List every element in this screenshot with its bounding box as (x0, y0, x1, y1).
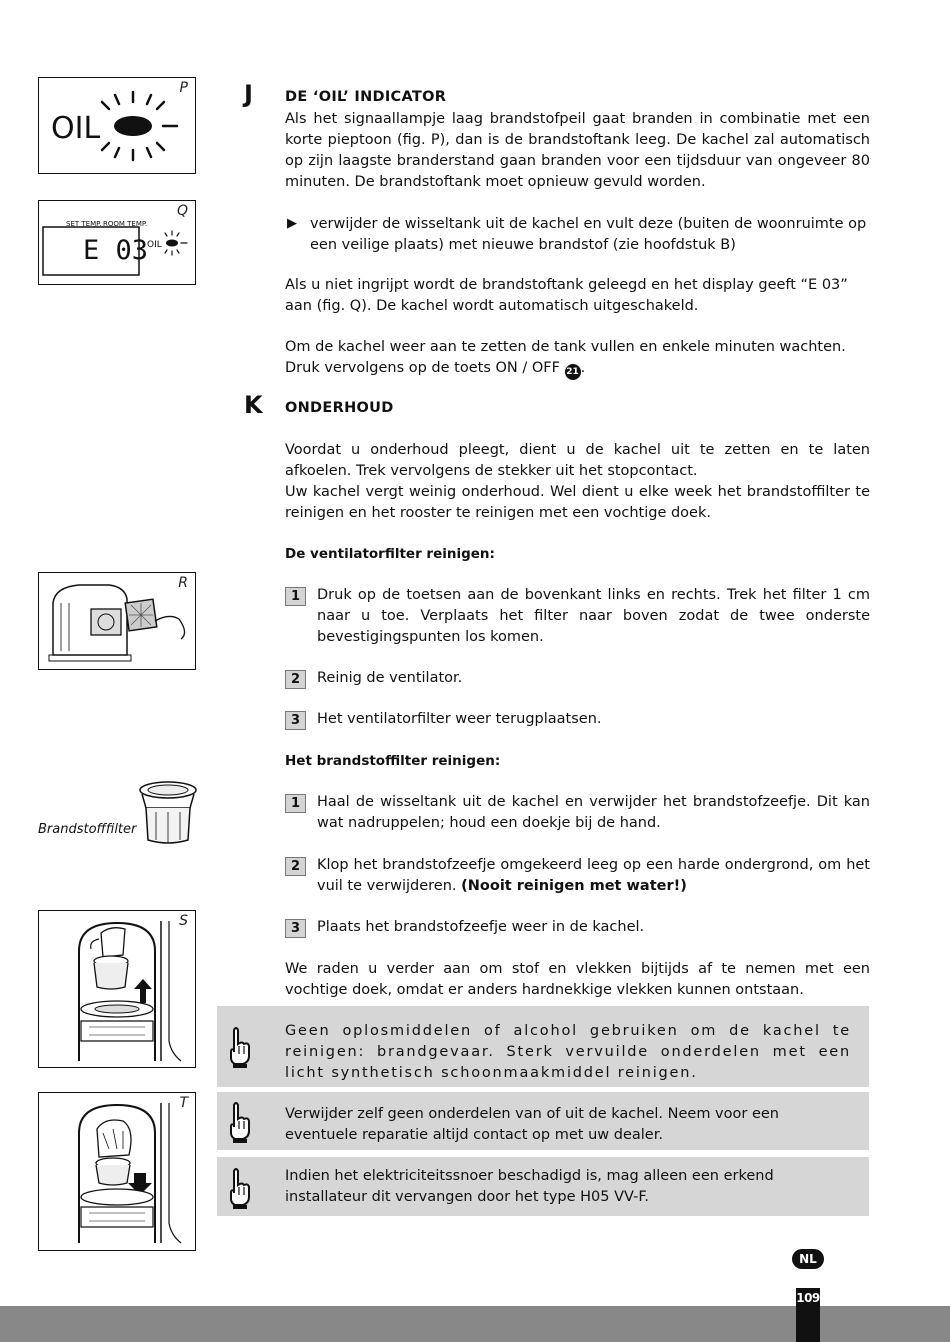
remove-fuel-filter-illustration (39, 911, 194, 1066)
svg-text:SET TEMP.: SET TEMP. (66, 220, 102, 228)
closing-paragraph: We raden u verder aan om stof en vlekken bijtijds af te nemen met een vochtige doek, omdat er anders hardnekkige vlekken kunnen ontstaan. (285, 961, 870, 998)
refill-instruction: verwijder de wisseltank uit de kachel en vult deze (buiten de woonruimte op een veilige plaats) met nieuwe brandstof (zie hoofdstuk B) (310, 216, 867, 253)
step-number: 2 (285, 857, 306, 876)
restart-line-1: Om de kachel weer aan te zetten de tank vullen en enkele minuten wachten. (285, 339, 846, 355)
step-number: 3 (285, 919, 306, 938)
note-box-power-cord (217, 1157, 869, 1216)
fan-step-1: Druk op de toetsen aan de bovenkant links en rechts. Trek het filter 1 cm naar u toe. Verplaats het filter naar boven zodat de twee onderste bevestigingspunten los komen. (317, 587, 870, 645)
maintenance-intro: Voordat u onderhoud pleegt, dient u de kachel uit te zetten en te laten afkoelen. Trek vervolgens de stekker uit het stopcontact. Uw kachel vergt weinig onderhoud. Wel dient u elke week het brandstoffilter te reinigen en het rooster te reinigen met een vochtige doek. (285, 442, 870, 521)
oil-indicator-paragraph: Als het signaallampje laag brandstofpeil gaat branden in combinatie met een korte pieptoon (fig. P), dan is de brandstoftank leeg. De kachel zal automatisch op zijn laagste branderstand gaan branden voor een tijdsduur van ongeveer 80 minuten. De brandstoftank moet opnieuw gevuld worden. (285, 111, 870, 190)
pointing-hand-icon (225, 1165, 253, 1209)
figure-r (38, 572, 196, 670)
note-box-solvents (217, 1006, 869, 1087)
figure-label: T (179, 1095, 188, 1111)
note-box-repair (217, 1092, 869, 1150)
figure-t (38, 1092, 196, 1251)
section-letter-k: K (244, 391, 263, 419)
bullet-arrow-icon: ▶ (287, 216, 297, 231)
oil-text: OIL (51, 111, 101, 146)
fuel-filter-heading: Het brandstoffilter reinigen: (285, 753, 501, 769)
oil-indicator-illustration (39, 78, 194, 172)
pointing-hand-icon (225, 1099, 253, 1143)
section-title-maintenance: ONDERHOUD (285, 400, 394, 416)
language-badge: NL (792, 1249, 824, 1269)
button-21-icon: 21 (565, 364, 581, 380)
step-number: 1 (285, 587, 306, 606)
error-code: E 03 (83, 235, 149, 266)
e03-paragraph: Als u niet ingrijpt wordt de brandstoftank geleegd en het display geeft “E 03” aan (fig. Q). De kachel wordt automatisch uitgeschakeld. (285, 277, 848, 314)
figure-p (38, 77, 196, 174)
insert-fuel-filter-illustration (39, 1093, 194, 1249)
heater-fan-filter-illustration (39, 573, 194, 668)
svg-text:OIL: OIL (147, 240, 162, 250)
step-number: 3 (285, 711, 306, 730)
warning-bold: (Nooit reinigen met water!) (461, 878, 687, 894)
restart-line-2: Druk vervolgens op de toets ON / OFF 21 . (285, 358, 870, 380)
svg-text:ROOM TEMP.: ROOM TEMP. (103, 220, 148, 228)
page-number: 109 (796, 1291, 820, 1305)
fan-filter-heading: De ventilatorfilter reinigen: (285, 546, 495, 562)
figure-label: Q (176, 203, 188, 219)
step-number: 1 (285, 794, 306, 813)
note-text: Indien het elektriciteitssnoer beschadigd is, mag alleen een erkend installateur dit vervangen door het type H05 VV-F. (285, 1168, 774, 1205)
fuel-filter-caption: Brandstofffilter (38, 822, 137, 837)
figure-label: R (178, 575, 188, 591)
pointing-hand-icon (225, 1024, 253, 1068)
fuel-step-1: Haal de wisseltank uit de kachel en verwijder het brandstofzeefje. Dit kan wat nadruppelen; houd een doekje bij de hand. (317, 794, 870, 831)
fan-step-3: Het ventilatorfilter weer terugplaatsen. (317, 711, 602, 727)
fuel-step-3: Plaats het brandstofzeefje weer in de kachel. (317, 919, 645, 935)
fan-step-2: Reinig de ventilator. (317, 670, 463, 686)
fuel-step-2: Klop het brandstofzeefje omgekeerd leeg op een harde ondergrond, om het vuil te verwijderen. (Nooit reinigen met water!) (317, 857, 870, 894)
figure-label: S (179, 913, 188, 929)
section-title-oil-indicator: DE ‘OIL’ INDICATOR (285, 89, 447, 105)
note-text: Verwijder zelf geen onderdelen van of uit de kachel. Neem voor een eventuele reparatie altijd contact op met uw dealer. (285, 1106, 779, 1143)
section-letter-j: J (244, 80, 253, 108)
note-text: Geen oplosmiddelen of alcohol gebruiken om de kachel te reinigen: brandgevaar. Sterk vervuilde onderdelen met een licht synthetisch schoonmaakmiddel reinigen. (285, 1023, 851, 1081)
display-e03-illustration (39, 201, 194, 283)
figure-label: P (179, 80, 188, 96)
fuel-filter-illustration (136, 778, 200, 848)
figure-s (38, 910, 196, 1068)
restart-paragraph (285, 337, 870, 380)
figure-q (38, 200, 196, 285)
step-number: 2 (285, 670, 306, 689)
